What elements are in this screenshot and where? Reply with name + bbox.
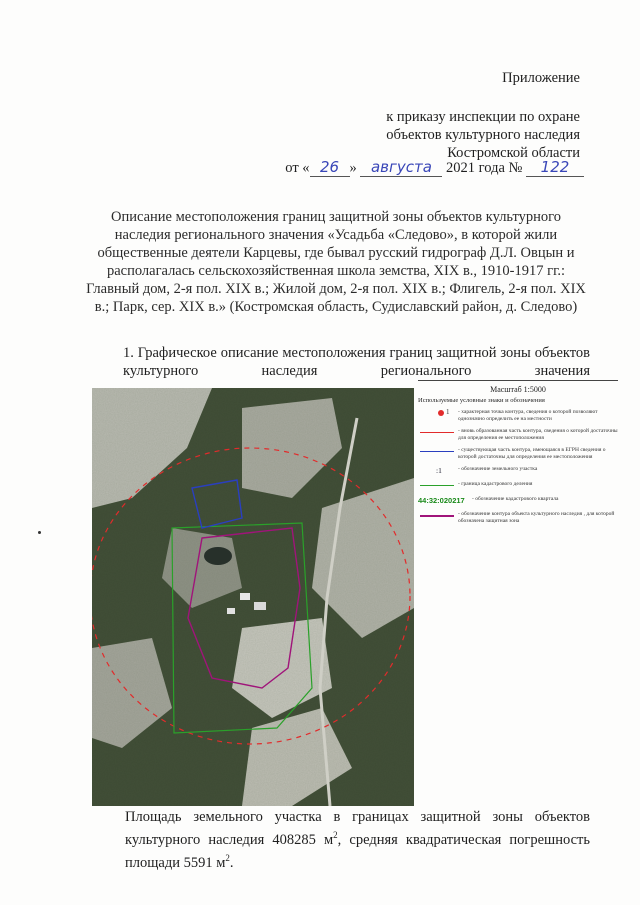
handwritten-order-number: 122 [526,158,584,177]
section-1-text: 1. Графическое описание местоположения границ защитной зоны объектов культурного наследия регионального значения [123,345,590,379]
order-date-line [285,158,584,177]
purple-line-icon [420,515,454,517]
legend-item-point [418,409,618,423]
margin-mark [38,531,41,534]
area-text-2: , средняя квадратическая погрешность площади 5591 м [125,831,590,871]
date-mid: » [349,160,357,176]
legend-item-existing-contour [418,447,618,461]
year-text: 2021 года № [446,160,523,176]
building [240,593,250,600]
blue-line-icon [420,451,454,452]
legend-heading: Используемые условные знаки и обозначения [418,397,545,404]
cadastral-code-label: 44:32:020217 [418,496,465,505]
legend-item-cadastral-quarter [418,496,618,506]
forest-texture [92,388,414,806]
building [254,602,266,610]
area-unit-sup-1: 2 [333,830,338,840]
legend-item-heritage-contour [418,511,618,525]
handwritten-day: 26 [310,158,350,177]
appendix-title: Приложение [502,70,580,86]
date-prefix: от « [285,160,310,176]
area-paragraph [95,808,590,872]
point-label: 1 [446,408,450,416]
area-text-3: . [229,854,234,871]
green-line-icon [420,485,454,486]
aerial-map [92,388,414,806]
red-point-icon [438,410,444,416]
building [227,608,235,614]
legend-item-text: - обозначение контура объекта культурного наследия , для которой обозначена защитная зона [458,511,615,524]
red-line-icon [420,432,454,433]
legend-item-text: - существующая часть контура, имеющаяся в ЕГРН сведения о которой достаточны для определения ее местоположения [458,447,606,460]
legend-item-text: - граница кадастрового деления [458,481,533,487]
legend-item-text: - обозначение кадастрового квартала [472,496,559,502]
area-unit-sup-2: 2 [225,852,230,863]
legend-item-text: - характерная точка контура, сведения о которой позволяют однозначно определить ее на местности [458,409,598,422]
legend-scale: Масштаб 1:5000 [490,385,546,394]
order-line-3: Костромской области [447,145,580,161]
pond [204,547,232,565]
legend-item-parcel [418,466,618,476]
order-line-1: к приказу инспекции по охране [386,109,580,125]
description-title: Описание местоположения границ защитной зоны объектов культурного наследия регионального значения «Усадьба «Следово», в которой жили общественные деятели Карцевы, где бывал русский гидрограф Д.Л. Овцын и располагалась сельскохозяйственная школа земства, XIX в., 1910-1917 гг.: Главный дом, 2-я пол. XIX в.; Жилой дом, 2-я пол. XIX в.; Флигель, 2-я пол. XIX в.; Парк, сер. XIX в.» (Костромская область, Судиславский район, д. Следово) [86,209,586,315]
legend-item-cadastral-division [418,481,618,491]
order-reference [386,108,580,162]
map-legend [418,380,618,525]
handwritten-month: августа [360,158,442,177]
area-text-1: Площадь земельного участка в границах защитной зоны объектов культурного наследия 408285 м [125,809,590,848]
legend-rule [418,380,618,381]
legend-item-new-contour [418,428,618,442]
parcel-label-icon: :1 [436,466,442,475]
aerial-map-image [92,388,414,806]
order-line-2: объектов культурного наследия [386,127,580,143]
legend-item-text: - обозначение земельного участка [458,466,538,472]
legend-item-text: - вновь образованная часть контура, сведения о которой достаточны для определения ее местоположения [458,428,618,441]
